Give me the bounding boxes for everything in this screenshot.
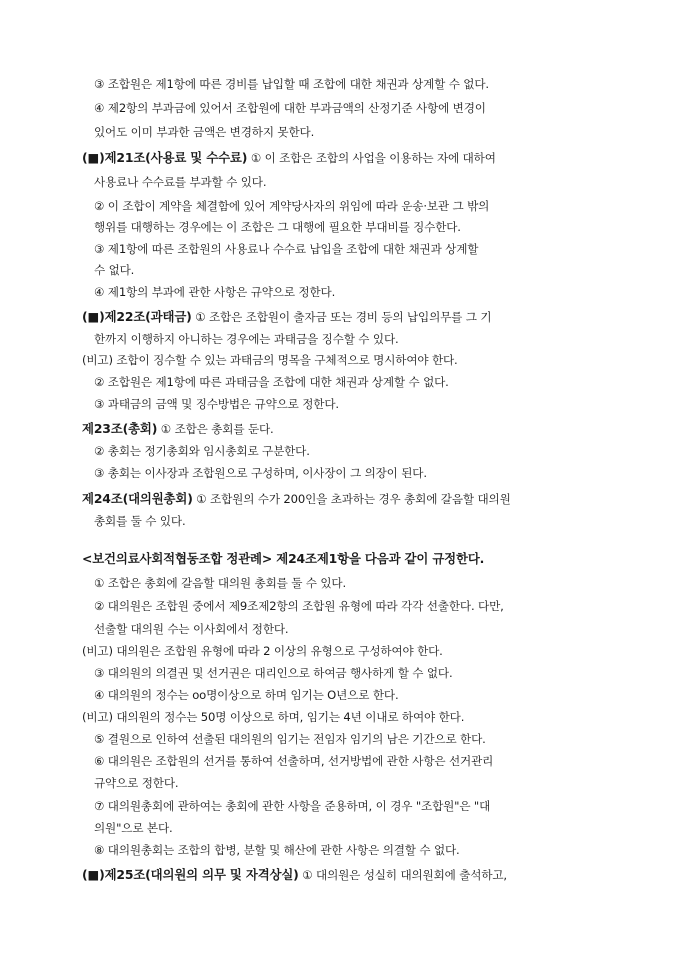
text-line: ③ 제1항에 따른 조합원의 사용료나 수수료 납입을 조합에 대한 채권과 상계할 [94, 242, 479, 256]
text-line: ① 조합원의 수가 200인을 초과하는 경우 총회에 갈음할 대의원 [196, 492, 511, 506]
text-line: ② 조합원은 제1항에 따른 과태금을 조합에 대한 채권과 상계할 수 없다. [94, 375, 449, 389]
article-24 [82, 491, 511, 507]
note-line: (비고) 조합이 징수할 수 있는 과태금의 명목을 구체적으로 명시하여야 한다. [82, 353, 458, 367]
article-heading: 제24조(대의원총회) [82, 491, 193, 506]
text-line: ⑥ 대의원은 조합원의 선거를 통하여 선출하며, 선거방법에 관한 사항은 선거관리 [94, 754, 494, 768]
article-heading: (■)제22조(과태금) [82, 309, 192, 324]
text-line: ② 이 조합이 계약을 체결함에 있어 계약당사자의 위임에 따라 운송·보관 그 밖의 [94, 199, 490, 213]
note-line: (비고) 대의원은 조합원 유형에 따라 2 이상의 유형으로 구성하여야 한다. [82, 644, 443, 658]
text-line: ④ 대의원의 정수는 oo명이상으로 하며 임기는 O년으로 한다. [94, 688, 399, 702]
article-22 [82, 309, 491, 325]
text-line: ① 조합은 조합원이 출자금 또는 경비 등의 납입의무를 그 기 [195, 310, 492, 324]
text-line: ① 조합은 총회에 갈음할 대의원 총회를 둘 수 있다. [94, 576, 347, 590]
text-line: ② 대의원은 조합원 중에서 제9조제2항의 조합원 유형에 따라 각각 선출한다. 다만, [94, 599, 504, 613]
text-line: ③ 과태금의 금액 및 징수방법은 규약으로 정한다. [94, 397, 339, 411]
article-23 [82, 421, 274, 437]
text-line: 수 없다. [94, 263, 135, 277]
text-line: 의원"으로 본다. [94, 821, 173, 835]
article-21 [82, 150, 496, 166]
text-line: ④ 제1항의 부과에 관한 사항은 규약으로 정한다. [94, 285, 336, 299]
text-line: ① 이 조합은 조합의 사업을 이용하는 자에 대하여 [250, 151, 496, 165]
text-line: ④ 제2항의 부과금에 있어서 조합원에 대한 부과금액의 산정기준 사항에 변경이 [94, 101, 486, 115]
text-line: 선출할 대의원 수는 이사회에서 정한다. [94, 622, 289, 636]
text-line: 행위를 대행하는 경우에는 이 조합은 그 대행에 필요한 부대비를 징수한다. [94, 220, 461, 234]
article-heading: (■)제25조(대의원의 의무 및 자격상실) [82, 867, 299, 882]
text-line: 총회를 둘 수 있다. [94, 514, 186, 528]
article-25 [82, 867, 507, 883]
article-heading: 제23조(총회) [82, 421, 158, 436]
text-line: ② 총회는 정기총회와 임시총회로 구분한다. [94, 444, 310, 458]
text-line: ⑤ 결원으로 인하여 선출된 대의원의 임기는 전임자 임기의 남은 기간으로 한다. [94, 732, 486, 746]
text-line: ③ 대의원의 의결권 및 선거권은 대리인으로 하여금 행사하게 할 수 없다. [94, 666, 453, 680]
text-line: ⑧ 대의원총회는 조합의 합병, 분할 및 해산에 관한 사항은 의결할 수 없다. [94, 843, 460, 857]
text-line: ① 대의원은 성실히 대의원회에 출석하고, [302, 868, 507, 882]
text-line: 사용료나 수수료를 부과할 수 있다. [94, 175, 267, 189]
text-line: ③ 조합원은 제1항에 따른 경비를 납입할 때 조합에 대한 채권과 상계할 수 없다. [94, 77, 489, 91]
text-line: ⑦ 대의원총회에 관하여는 총회에 관한 사항을 준용하며, 이 경우 "조합원"은 "대 [94, 799, 491, 813]
article-heading: (■)제21조(사용료 및 수수료) [82, 150, 248, 165]
special-provision-heading: <보건의료사회적협동조합 정관례> 제24조제1항을 다음과 같이 규정한다. [82, 551, 485, 566]
text-line: 있어도 이미 부과한 금액은 변경하지 못한다. [94, 125, 315, 139]
text-line: ③ 총회는 이사장과 조합원으로 구성하며, 이사장이 그 의장이 된다. [94, 466, 427, 480]
text-line: 규약으로 정한다. [94, 776, 179, 790]
text-line: ① 조합은 총회를 둔다. [160, 422, 274, 436]
text-line: 한까지 이행하지 아니하는 경우에는 과태금을 징수할 수 있다. [94, 332, 399, 346]
note-line: (비고) 대의원의 정수는 50명 이상으로 하며, 임기는 4년 이내로 하여야 한다. [82, 710, 465, 724]
